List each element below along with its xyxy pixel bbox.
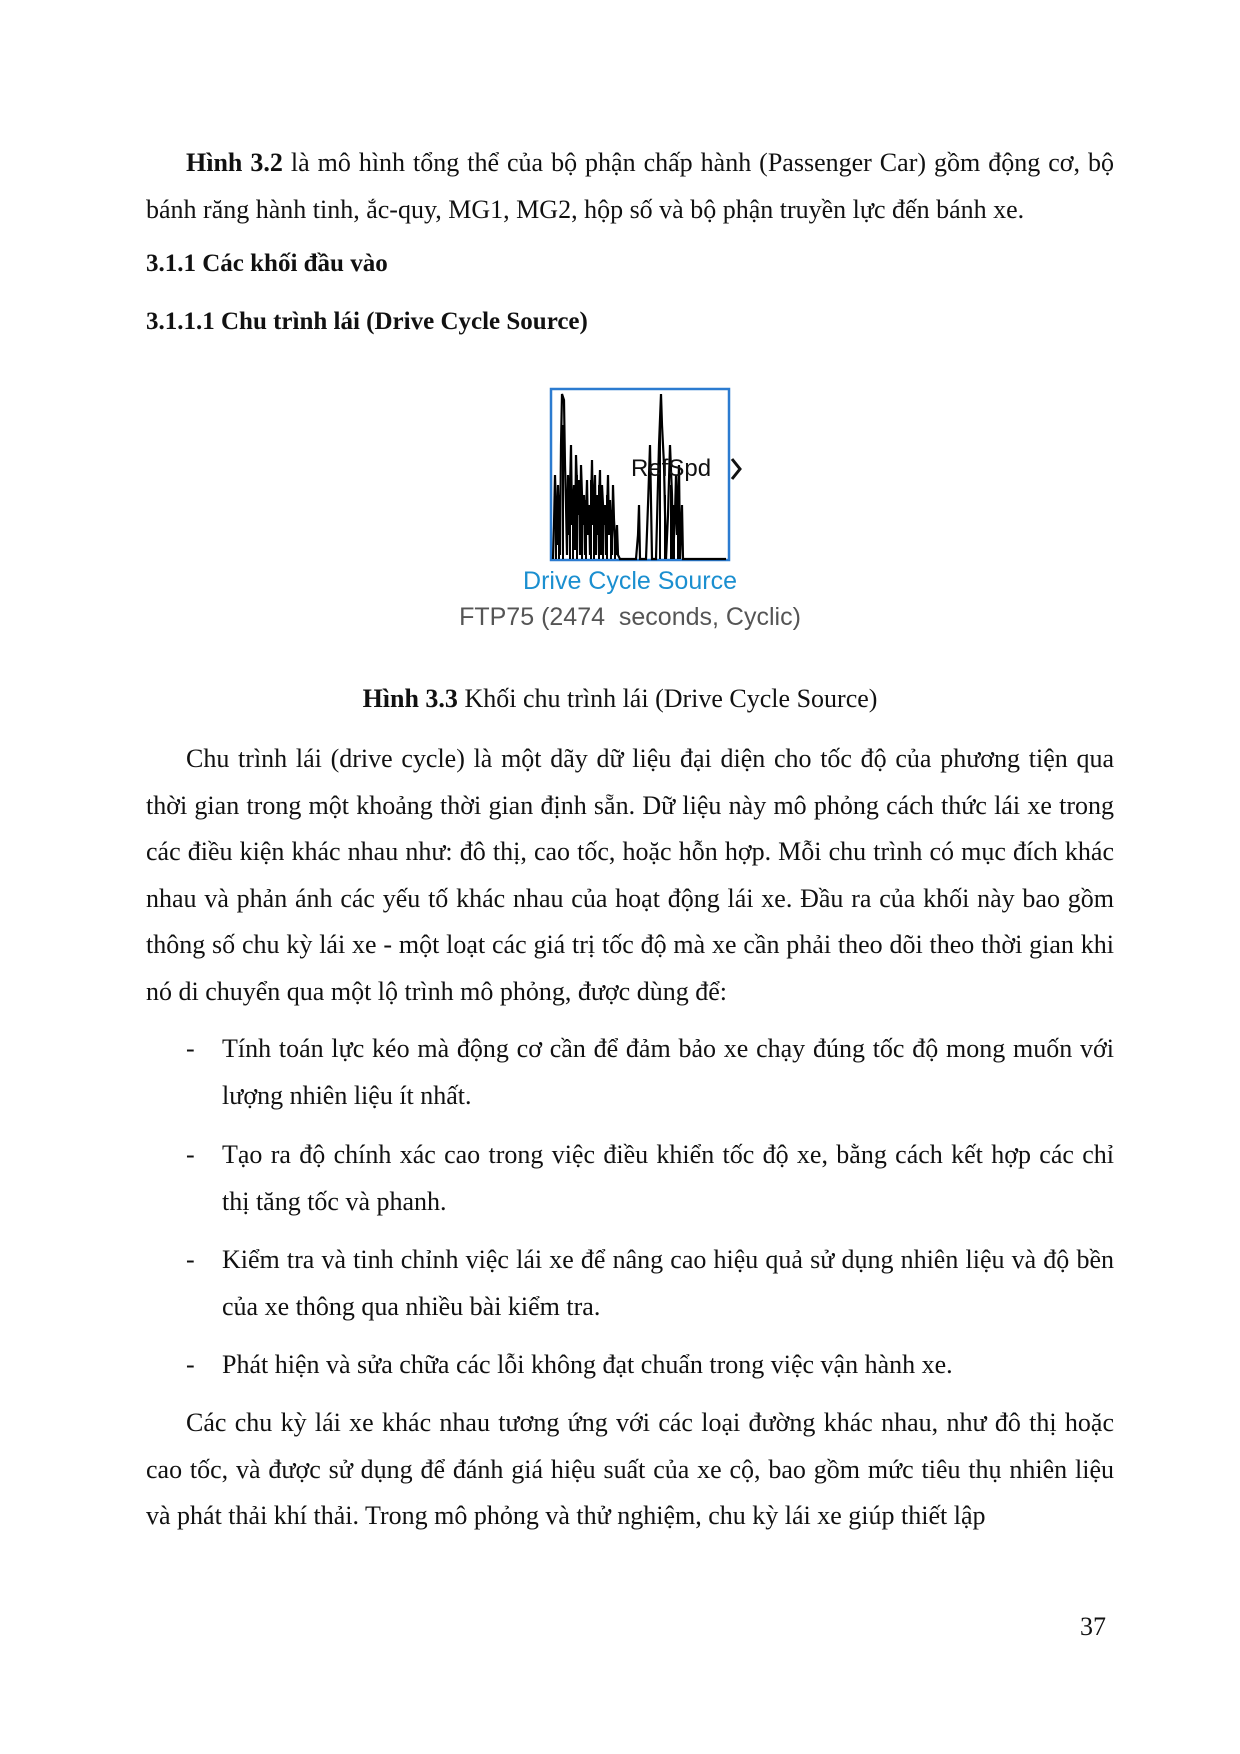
intro-paragraph <box>146 140 1114 233</box>
list-item <box>146 1026 1114 1119</box>
intro-text: là mô hình tổng thể của bộ phận chấp hành (Passenger Car) gồm động cơ, bộ bánh răng hành tinh, ắc-quy, MG1, MG2, hộp số và bộ phận truyền lực đến bánh xe. <box>146 148 1114 224</box>
output-port-arrow <box>732 459 740 479</box>
section-heading: 3.1.1 Các khối đầu vào <box>146 250 388 277</box>
closing-paragraph: Các chu kỳ lái xe khác nhau tương ứng với các loại đường khác nhau, như đô thị hoặc cao tốc, và được sử dụng để đánh giá hiệu suất của xe cộ, bao gồm mức tiêu thụ nhiên liệu và phát thải khí thải. Trong mô phỏng và thử nghiệm, chu kỳ lái xe giúp thiết lập <box>146 1408 1114 1530</box>
list-item <box>146 1132 1114 1225</box>
list-item <box>146 1237 1114 1330</box>
block-name-label: Drive Cycle Source <box>523 567 737 595</box>
bullet-marker: - <box>186 1034 195 1063</box>
list-item-text: Tính toán lực kéo mà động cơ cần để đảm bảo xe chạy đúng tốc độ mong muốn với lượng nhiên liệu ít nhất. <box>222 1034 1114 1110</box>
list-item-text: Phát hiện và sửa chữa các lỗi không đạt chuẩn trong việc vận hành xe. <box>222 1350 953 1379</box>
subsection-heading: 3.1.1.1 Chu trình lái (Drive Cycle Source) <box>146 308 588 335</box>
figure-caption <box>0 684 1240 714</box>
caption-figure-ref: Hình 3.3 <box>362 684 458 713</box>
body-paragraph: Chu trình lái (drive cycle) là một dãy dữ liệu đại diện cho tốc độ của phương tiện qua thời gian trong một khoảng thời gian định sẵn. Dữ liệu này mô phỏng cách thức lái xe trong các điều kiện khác nhau như: đô thị, cao tốc, hoặc hỗn hợp. Mỗi chu trình có mục đích khác nhau và phản ánh các yếu tố khác nhau của hoạt động lái xe. Đầu ra của khối này bao gồm thông số chu kỳ lái xe - một loạt các giá trị tốc độ mà xe cần phải theo dõi theo thời gian khi nó di chuyển qua một lộ trình mô phỏng, được dùng để: <box>146 744 1114 1006</box>
list-item-text: Tạo ra độ chính xác cao trong việc điều khiển tốc độ xe, bằng cách kết hợp các chỉ thị tăng tốc và phanh. <box>222 1140 1114 1216</box>
intro-figure-ref: Hình 3.2 <box>186 148 283 177</box>
block-parameter-label: FTP75 (2474 seconds, Cyclic) <box>459 603 801 631</box>
bullet-marker: - <box>186 1245 195 1274</box>
list-item-text: Kiểm tra và tinh chỉnh việc lái xe để nâng cao hiệu quả sử dụng nhiên liệu và độ bền của xe thông qua nhiều bài kiểm tra. <box>222 1245 1114 1321</box>
caption-text: Khối chu trình lái (Drive Cycle Source) <box>457 684 878 713</box>
list-item <box>146 1342 1114 1389</box>
bullet-marker: - <box>186 1350 195 1379</box>
port-label: RefSpd <box>631 455 712 482</box>
page-number: 37 <box>1080 1612 1106 1641</box>
drive-cycle-figure <box>440 385 820 635</box>
bullet-marker: - <box>186 1140 195 1169</box>
drive-cycle-block-diagram <box>440 385 820 565</box>
